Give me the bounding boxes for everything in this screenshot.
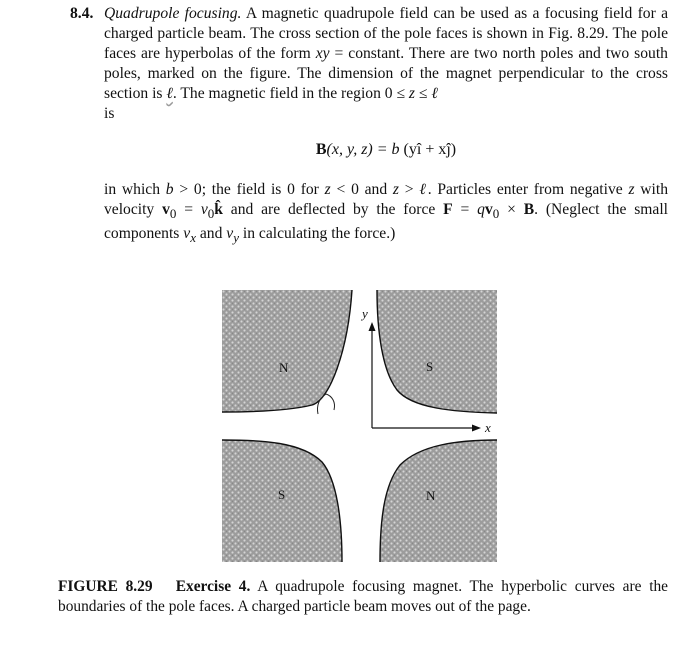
ell-symbol: ℓ: [166, 85, 173, 102]
z-variable: z: [408, 85, 415, 102]
pole-label-top-left: N: [279, 360, 289, 375]
pole-label-bottom-left: S: [278, 487, 286, 502]
pole-top-right: [377, 290, 497, 413]
pole-label-top-right: S: [426, 359, 434, 374]
problem-title: Quadrupole focusing.: [104, 5, 242, 22]
xy-expression: xy: [315, 45, 330, 62]
text-constant: = constant. There are two north poles and two south poles, marked on the figure. The dimension of the magnet perpendicular to the cross section is: [104, 45, 668, 102]
eq-args: (x, y, z) =: [326, 141, 392, 158]
vx-sub: x: [190, 230, 196, 246]
z-var-3: z: [628, 181, 635, 198]
times-symbol: ×: [499, 201, 524, 218]
k-hat: k̂: [214, 201, 223, 218]
ell-symbol-3: ℓ: [419, 181, 428, 198]
problem-number: 8.4.: [70, 5, 94, 22]
field-equation: [104, 138, 668, 162]
t2: > 0; the field is 0 for: [173, 181, 325, 198]
t7: =: [176, 201, 201, 218]
caption-exercise: Exercise 4.: [175, 578, 251, 595]
t4: >: [399, 181, 420, 198]
vx: v: [183, 225, 191, 243]
F-vector: F: [443, 201, 453, 218]
v0-sub-2: 0: [492, 206, 500, 222]
le-symbol: ≤: [415, 85, 432, 102]
x-axis-arrow: [472, 425, 481, 432]
B-vector: B: [523, 201, 535, 218]
pole-bottom-right: [380, 440, 497, 562]
b-var: b: [165, 181, 174, 198]
pole-top-left: [222, 290, 352, 412]
q-var: q: [477, 201, 485, 218]
t1: in which: [104, 181, 166, 198]
quadrupole-diagram: [222, 290, 497, 562]
is-word: is: [104, 105, 115, 122]
y-axis-arrow: [369, 322, 376, 331]
text-intro: A magnetic quadrupole field can be used as a focusing field for a charged particle beam. The cross section of the pole faces is shown in Fig. 8.29. The pole faces are hyperbolas of the form: [104, 5, 668, 62]
text-region: . The magnetic field in the region 0 ≤: [172, 85, 409, 102]
v0-scalar-sub: 0: [207, 206, 215, 222]
v0-sub: 0: [169, 206, 177, 222]
v0-vector-2: v: [484, 201, 493, 218]
z-var-1: z: [324, 181, 331, 198]
t6: with velocity: [104, 181, 669, 218]
eq-B: B: [315, 141, 327, 158]
problem-body: [70, 4, 668, 248]
problem-8-4: [70, 4, 668, 248]
vy-sub: y: [233, 230, 239, 246]
problem-paragraph-2: [104, 180, 668, 248]
v0-vector: v: [162, 201, 170, 218]
t11: in calculating the force.): [238, 225, 396, 243]
caption-text: A quadrupole focusing magnet. The hyperbolic curves are the boundaries of the pole faces. A charged particle beam moves out of the page.: [58, 578, 668, 615]
z-var-2: z: [392, 181, 399, 198]
pole-label-bottom-right: N: [426, 488, 436, 503]
quadrupole-figure: [222, 290, 497, 562]
t9: =: [452, 201, 478, 218]
eq-b: b: [391, 141, 400, 158]
caption-label: FIGURE 8.29: [58, 578, 153, 595]
problem-paragraph-1: [70, 4, 668, 124]
x-axis-label: x: [485, 420, 491, 435]
t3: < 0 and: [330, 181, 393, 198]
t10: . (Neglect the small components: [104, 201, 669, 243]
figure-caption: [58, 577, 668, 617]
ell-symbol-2: ℓ: [431, 85, 438, 102]
t8: and are deflected by the force: [222, 201, 444, 218]
vy: v: [226, 225, 234, 243]
y-axis-label: y: [362, 306, 368, 321]
and-word: and: [195, 225, 227, 243]
eq-body: (yî + xĵ): [399, 141, 457, 158]
t5: . Particles enter from negative: [427, 181, 629, 198]
v0-scalar: v: [200, 201, 208, 218]
